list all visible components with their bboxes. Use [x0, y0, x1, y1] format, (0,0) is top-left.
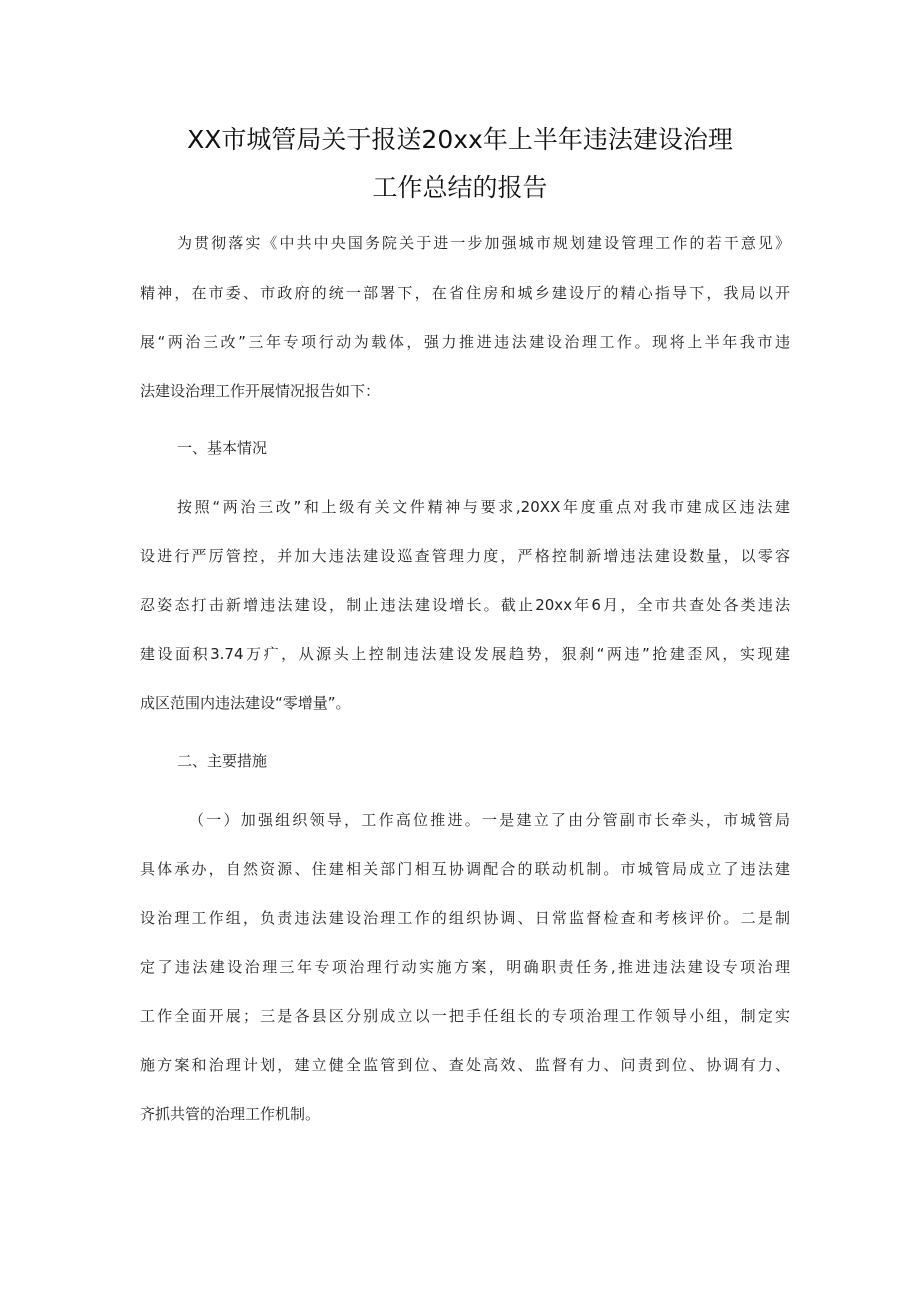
section2-line: 定了违法建设治理三年专项治理行动实施方案，明确职责任务,推进违法建设专项治理	[140, 958, 790, 976]
section1-line: 忍姿态打击新增违法建设，制止违法建设增长。截止20xx年6月，全市共查处各类违法	[140, 596, 790, 614]
section2-line: （一）加强组织领导，工作高位推进。一是建立了由分管副市长牵头，市城管局	[189, 811, 790, 829]
section2-line: 工作全面开展；三是各县区分别成立以一把手任组长的专项治理工作领导小组，制定实	[140, 1007, 790, 1025]
intro-line: 展“两治三改”三年专项行动为载体，强力推进违法建设治理工作。现将上半年我市违	[140, 333, 790, 351]
intro-line: 法建设治理工作开展情况报告如下：	[140, 382, 381, 400]
section1-line: 建设面积3.74万疒，从源头上控制违法建设发展趋势，狠刹“两违”抢建歪风，实现建	[140, 645, 790, 663]
section2-line: 设治理工作组，负责违法建设治理工作的组织协调、日常监督检查和考核评价。二是制	[140, 909, 790, 927]
section1-line: 按照“两治三改”和上级有关文件精神与要求,20XX年度重点对我市建成区违法建	[177, 498, 790, 516]
document-title-line-1: XX市城管局关于报送20xx年上半年违法建设治理	[187, 125, 733, 154]
section2-line: 施方案和治理计划，建立健全监管到位、查处高效、监督有力、问责到位、协调有力、	[140, 1056, 790, 1074]
intro-line: 精神，在市委、市政府的统一部署下，在省住房和城乡建设厅的精心指导下，我局以开	[140, 284, 790, 302]
section-heading-measures: 二、主要措施	[177, 752, 268, 770]
section1-line: 设进行严厉管控，并加大违法建设巡查管理力度，严格控制新增违法建设数量，以零容	[140, 547, 790, 565]
section-heading-basic: 一、基本情况	[177, 439, 268, 457]
document-title-line-2: 工作总结的报告	[372, 173, 548, 202]
intro-line: 为贯彻落实《中共中央国务院关于进一步加强城市规划建设管理工作的若干意见》	[177, 234, 790, 252]
section1-line: 成区范围内违法建设“零增量”。	[140, 694, 351, 712]
section2-line: 具体承办，自然资源、住建相关部门相互协调配合的联动机制。市城管局成立了违法建	[140, 860, 790, 878]
section2-line: 齐抓共管的治理工作机制。	[140, 1105, 321, 1123]
